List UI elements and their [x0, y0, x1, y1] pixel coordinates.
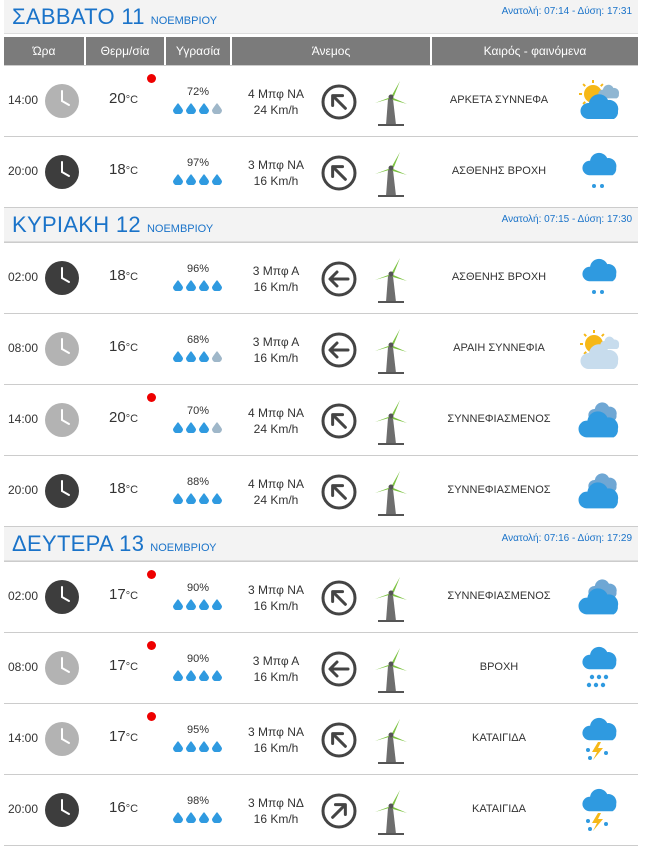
rain-weather-icon — [576, 646, 622, 695]
cloudy-weather-icon — [576, 469, 622, 518]
humidity-drops-icon — [167, 173, 229, 188]
humidity — [167, 476, 229, 507]
wind-turbine-icon — [370, 150, 410, 203]
light-rain-weather-icon — [576, 150, 622, 199]
row-time: 02:00 — [8, 270, 39, 284]
humidity-value: 70% — [186, 405, 210, 417]
humidity — [167, 582, 229, 613]
wind-text — [234, 476, 318, 508]
weather-condition: ΚΑΤΑΙΓΙΔΑ — [472, 803, 526, 815]
column-header: Θερμ/σία — [86, 37, 166, 65]
humidity — [167, 263, 229, 294]
temperature-unit: °C — [125, 413, 139, 425]
temperature-unit: °C — [125, 732, 139, 744]
clock-icon — [44, 402, 80, 443]
temperature — [109, 657, 138, 674]
wind-turbine-icon — [370, 788, 410, 841]
wind-direction-arrow-icon — [320, 721, 358, 764]
wind-direction-arrow-icon — [320, 792, 358, 835]
temperature-value: 18 — [109, 480, 126, 497]
cloudy-weather-icon — [576, 575, 622, 624]
humidity-drops-icon — [167, 350, 229, 365]
temperature-value: 17 — [109, 728, 126, 745]
weather-condition: ΒΡΟΧΗ — [479, 661, 519, 673]
storm-weather-icon — [576, 717, 622, 766]
temperature-value: 16 — [109, 799, 126, 816]
wind-turbine-icon — [370, 575, 410, 628]
column-header: Καιρός - φαινόμενα — [483, 44, 587, 58]
wind-beaufort: 3 Μπφ ΝΑ — [248, 583, 304, 597]
temperature-value: 20 — [109, 90, 126, 107]
temperature — [109, 799, 138, 816]
wind-turbine-icon — [370, 327, 410, 380]
forecast-row — [4, 385, 638, 456]
alert-dot-icon — [147, 712, 156, 721]
sun-clouds-weather-icon — [576, 79, 622, 128]
day-month: ΝΟΕΜΒΡΙΟΥ — [150, 15, 218, 27]
humidity-drops-icon — [167, 598, 229, 613]
wind-beaufort: 3 Μπφ Α — [252, 654, 300, 668]
alert-dot-icon — [147, 641, 156, 650]
humidity-value: 97% — [186, 157, 210, 169]
humidity-value: 95% — [186, 724, 210, 736]
day-title — [12, 531, 217, 557]
temperature-unit: °C — [125, 661, 139, 673]
wind-speed: 16 Km/h — [253, 812, 299, 826]
temperature — [109, 728, 138, 745]
day-month: ΝΟΕΜΒΡΙΟΥ — [146, 223, 214, 235]
wind-turbine-icon — [370, 717, 410, 770]
wind-speed: 16 Km/h — [253, 351, 299, 365]
temperature — [109, 409, 138, 426]
row-time: 20:00 — [8, 483, 39, 497]
wind-beaufort: 3 Μπφ ΝΑ — [248, 725, 304, 739]
day-name: ΚΥΡΙΑΚΗ 12 — [12, 212, 141, 237]
humidity-value: 98% — [186, 795, 210, 807]
humidity-value: 72% — [186, 86, 210, 98]
day-header — [4, 0, 638, 34]
wind-beaufort: 4 Μπφ ΝΑ — [248, 406, 304, 420]
humidity-drops-icon — [167, 740, 229, 755]
weather-condition: ΣΥΝΝΕΦΙΑΣΜΕΝΟΣ — [447, 590, 551, 602]
wind-beaufort: 3 Μπφ ΝΔ — [248, 796, 304, 810]
weather-condition: ΑΣΘΕΝΗΣ ΒΡΟΧΗ — [451, 165, 547, 177]
humidity-value: 68% — [186, 334, 210, 346]
row-time: 14:00 — [8, 93, 39, 107]
day-title — [12, 212, 213, 238]
temperature-value: 17 — [109, 586, 126, 603]
humidity — [167, 86, 229, 117]
wind-direction-arrow-icon — [320, 579, 358, 622]
forecast-row — [4, 65, 638, 137]
weather-condition: ΚΑΤΑΙΓΙΔΑ — [472, 732, 526, 744]
clock-icon — [44, 331, 80, 372]
wind-speed: 16 Km/h — [253, 174, 299, 188]
forecast-row — [4, 242, 638, 314]
wind-text — [234, 86, 318, 118]
wind-text — [234, 724, 318, 756]
humidity-drops-icon — [167, 811, 229, 826]
wind-text — [234, 405, 318, 437]
clock-icon — [44, 721, 80, 762]
wind-turbine-icon — [370, 79, 410, 132]
wind-beaufort: 3 Μπφ ΝΑ — [248, 158, 304, 172]
weather-condition: ΣΥΝΝΕΦΙΑΣΜΕΝΟΣ — [447, 484, 551, 496]
column-headers — [4, 37, 638, 65]
day-name: ΣΑΒΒΑΤΟ 11 — [12, 4, 145, 29]
wind-beaufort: 3 Μπφ Α — [252, 335, 300, 349]
temperature-unit: °C — [125, 271, 139, 283]
temperature-unit: °C — [125, 484, 139, 496]
temperature — [109, 480, 138, 497]
humidity-drops-icon — [167, 279, 229, 294]
forecast-row — [4, 775, 638, 846]
wind-speed: 16 Km/h — [253, 599, 299, 613]
humidity-drops-icon — [167, 669, 229, 684]
wind-text — [234, 334, 318, 366]
alert-dot-icon — [147, 570, 156, 579]
row-time: 20:00 — [8, 802, 39, 816]
forecast-row — [4, 456, 638, 527]
row-time: 08:00 — [8, 341, 39, 355]
forecast-row — [4, 314, 638, 385]
temperature-value: 18 — [109, 267, 126, 284]
row-time: 20:00 — [8, 164, 39, 178]
wind-turbine-icon — [370, 398, 410, 451]
light-rain-weather-icon — [576, 256, 622, 305]
temperature — [109, 586, 138, 603]
wind-beaufort: 3 Μπφ Α — [252, 264, 300, 278]
clock-icon — [44, 154, 80, 195]
clock-icon — [44, 650, 80, 691]
weather-condition: ΑΣΘΕΝΗΣ ΒΡΟΧΗ — [451, 271, 547, 283]
wind-direction-arrow-icon — [320, 83, 358, 126]
weather-condition: ΑΡΚΕΤΑ ΣΥΝΝΕΦΑ — [449, 94, 549, 106]
wind-direction-arrow-icon — [320, 331, 358, 374]
humidity — [167, 795, 229, 826]
alert-dot-icon — [147, 393, 156, 402]
wind-direction-arrow-icon — [320, 402, 358, 445]
temperature — [109, 90, 138, 107]
cloudy-weather-icon — [576, 398, 622, 447]
row-time: 08:00 — [8, 660, 39, 674]
humidity — [167, 157, 229, 188]
column-header: Υγρασία — [166, 37, 232, 65]
wind-direction-arrow-icon — [320, 260, 358, 303]
forecast-row — [4, 704, 638, 775]
humidity — [167, 653, 229, 684]
day-title — [12, 4, 217, 30]
wind-speed: 16 Km/h — [253, 280, 299, 294]
clock-icon — [44, 579, 80, 620]
temperature-value: 17 — [109, 657, 126, 674]
day-header — [4, 527, 638, 561]
sunrise-sunset: Ανατολή: 07:16 - Δύση: 17:29 — [501, 533, 632, 544]
forecast-table — [4, 0, 638, 846]
column-header: Άνεμος — [232, 37, 432, 65]
wind-turbine-icon — [370, 469, 410, 522]
temperature-unit: °C — [125, 94, 139, 106]
row-time: 14:00 — [8, 412, 39, 426]
wind-speed: 24 Km/h — [253, 493, 299, 507]
column-header: Ώρα — [4, 37, 86, 65]
wind-speed: 16 Km/h — [253, 670, 299, 684]
forecast-row — [4, 633, 638, 704]
storm-weather-icon — [576, 788, 622, 837]
wind-speed: 24 Km/h — [253, 103, 299, 117]
temperature-unit: °C — [125, 590, 139, 602]
temperature-unit: °C — [125, 165, 139, 177]
wind-text — [234, 653, 318, 685]
temperature — [109, 161, 138, 178]
row-time: 14:00 — [8, 731, 39, 745]
temperature-value: 18 — [109, 161, 126, 178]
wind-direction-arrow-icon — [320, 154, 358, 197]
alert-dot-icon — [147, 74, 156, 83]
weather-condition: ΣΥΝΝΕΦΙΑΣΜΕΝΟΣ — [447, 413, 551, 425]
sunrise-sunset: Ανατολή: 07:15 - Δύση: 17:30 — [501, 214, 632, 225]
temperature-value: 16 — [109, 338, 126, 355]
forecast-row — [4, 137, 638, 208]
humidity-value: 88% — [186, 476, 210, 488]
wind-speed: 24 Km/h — [253, 422, 299, 436]
day-header — [4, 208, 638, 242]
wind-turbine-icon — [370, 256, 410, 309]
clock-icon — [44, 792, 80, 833]
temperature — [109, 267, 138, 284]
humidity — [167, 334, 229, 365]
wind-text — [234, 795, 318, 827]
humidity-drops-icon — [167, 492, 229, 507]
temperature-unit: °C — [125, 342, 139, 354]
humidity-value: 96% — [186, 263, 210, 275]
temperature-value: 20 — [109, 409, 126, 426]
temperature-unit: °C — [125, 803, 139, 815]
weather-condition: ΑΡΑΙΗ ΣΥΝΝΕΦΙΑ — [453, 342, 545, 354]
temperature — [109, 338, 138, 355]
wind-text — [234, 263, 318, 295]
day-month: ΝΟΕΜΒΡΙΟΥ — [150, 542, 217, 554]
humidity-drops-icon — [167, 421, 229, 436]
wind-direction-arrow-icon — [320, 650, 358, 693]
clock-icon — [44, 83, 80, 124]
day-name: ΔΕΥΤΕΡΑ 13 — [12, 531, 145, 556]
humidity-drops-icon — [167, 102, 229, 117]
wind-text — [234, 582, 318, 614]
wind-text — [234, 157, 318, 189]
humidity-value: 90% — [186, 653, 210, 665]
sun-pale-weather-icon — [576, 327, 622, 376]
clock-icon — [44, 260, 80, 301]
clock-icon — [44, 473, 80, 514]
wind-direction-arrow-icon — [320, 473, 358, 516]
humidity — [167, 405, 229, 436]
humidity — [167, 724, 229, 755]
wind-speed: 16 Km/h — [253, 741, 299, 755]
wind-beaufort: 4 Μπφ ΝΑ — [248, 477, 304, 491]
humidity-value: 90% — [186, 582, 210, 594]
forecast-row — [4, 561, 638, 633]
wind-turbine-icon — [370, 646, 410, 699]
row-time: 02:00 — [8, 589, 39, 603]
wind-beaufort: 4 Μπφ ΝΑ — [248, 87, 304, 101]
sunrise-sunset: Ανατολή: 07:14 - Δύση: 17:31 — [501, 6, 632, 17]
